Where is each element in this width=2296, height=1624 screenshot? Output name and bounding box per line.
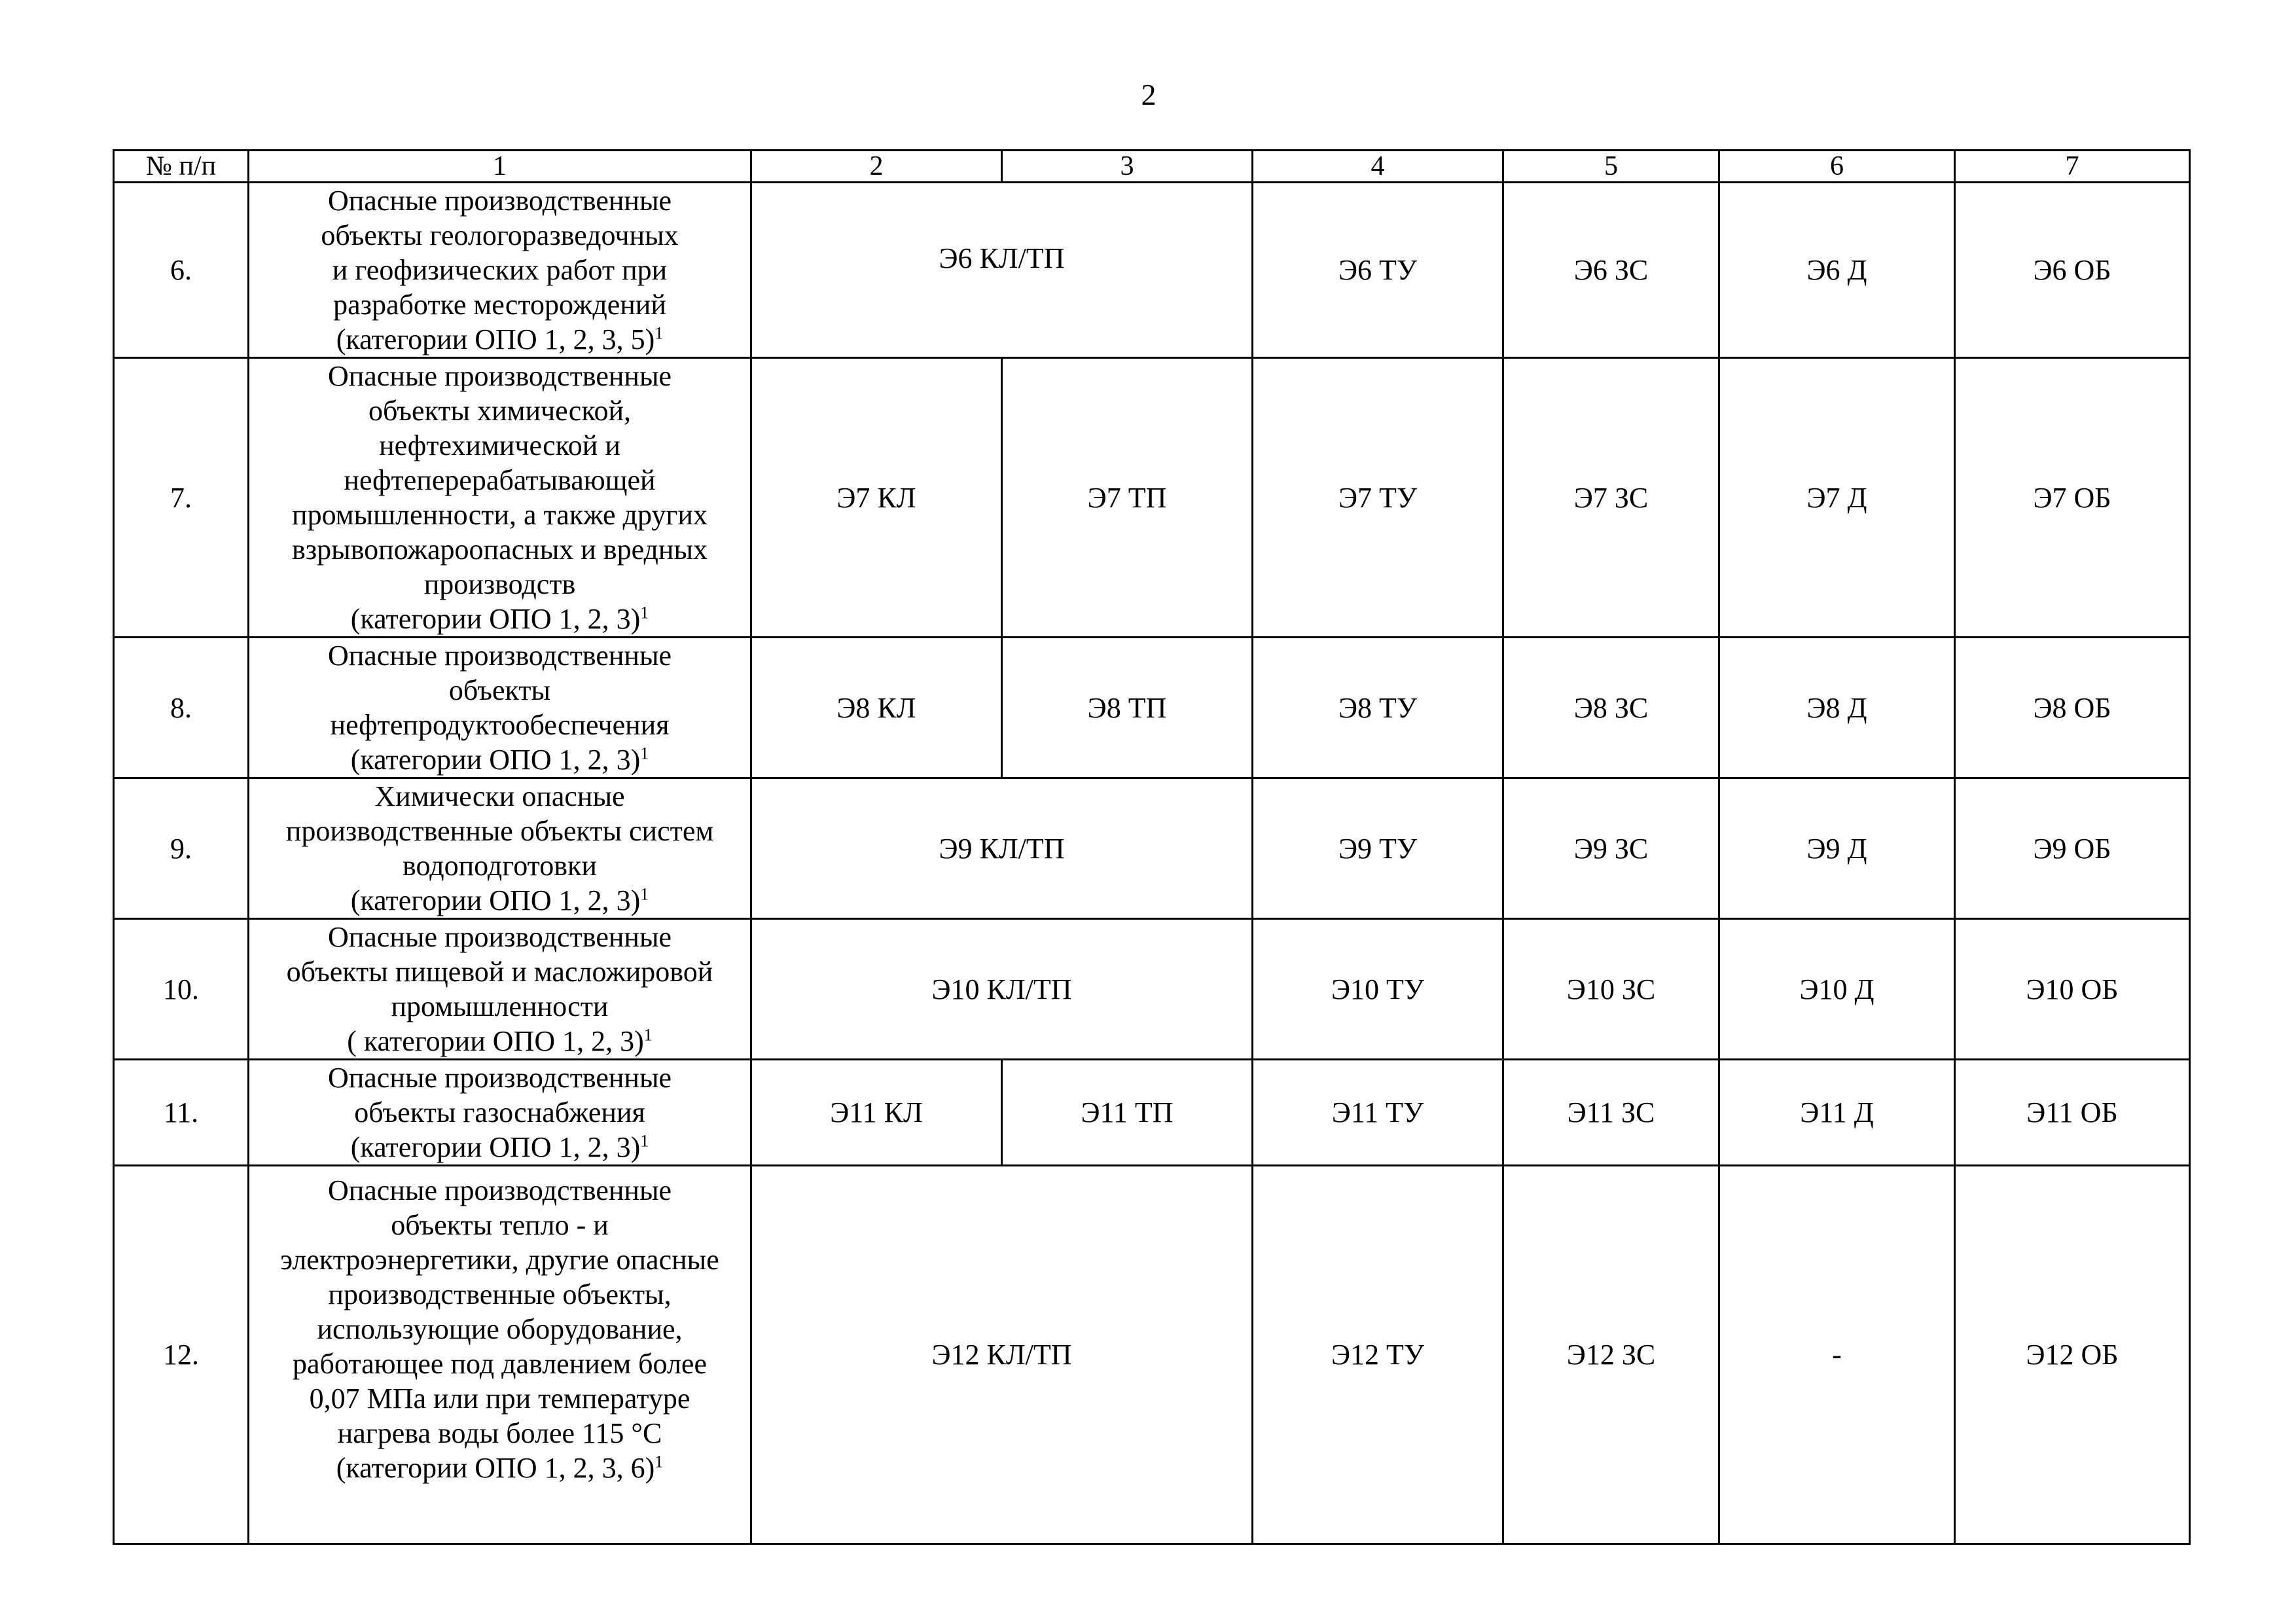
object-description xyxy=(249,183,751,358)
category-line xyxy=(256,1024,744,1058)
object-description xyxy=(249,919,751,1060)
code-kl-tp: Э10 КЛ/ТП xyxy=(751,919,1253,1060)
description-line: объекты газоснабжения xyxy=(354,1096,645,1128)
page-number: 2 xyxy=(1141,78,1157,111)
description-line: объекты химической, xyxy=(368,395,632,427)
footnote-mark: 1 xyxy=(640,744,649,763)
category-text: (категории ОПО 1, 2, 3) xyxy=(350,744,641,776)
table-row xyxy=(114,919,2190,1060)
description-line: Опасные производственные xyxy=(327,640,672,672)
table-row xyxy=(114,358,2190,638)
row-number: 9. xyxy=(114,778,249,919)
code-tu: Э7 ТУ xyxy=(1253,358,1503,638)
header-col-3: 3 xyxy=(1002,151,1253,183)
description-line: нагрева воды более 115 °С xyxy=(337,1417,662,1449)
category-line xyxy=(256,1451,744,1485)
header-num: № п/п xyxy=(114,151,249,183)
category-text: ( категории ОПО 1, 2, 3) xyxy=(347,1025,644,1057)
code-tp: Э7 ТП xyxy=(1002,358,1253,638)
object-description xyxy=(249,778,751,919)
code-zs: Э8 ЗС xyxy=(1503,638,1719,778)
code-tu: Э12 ТУ xyxy=(1253,1166,1503,1544)
footnote-mark: 1 xyxy=(640,603,649,623)
row-number: 6. xyxy=(114,183,249,358)
code-zs: Э9 ЗС xyxy=(1503,778,1719,919)
footnote-mark: 1 xyxy=(655,1452,664,1471)
description-line: Опасные производственные xyxy=(327,185,672,217)
category-line xyxy=(256,742,744,777)
header-col-7: 7 xyxy=(1955,151,2190,183)
code-ob: Э11 ОБ xyxy=(1955,1060,2190,1166)
category-text: (категории ОПО 1, 2, 3, 5) xyxy=(336,323,655,355)
code-d: Э7 Д xyxy=(1719,358,1955,638)
description-line: нефтеперерабатывающей xyxy=(344,464,656,496)
category-text: (категории ОПО 1, 2, 3) xyxy=(350,603,641,635)
description-line: разработке месторождений xyxy=(333,289,666,321)
table-row xyxy=(114,183,2190,358)
category-text: (категории ОПО 1, 2, 3) xyxy=(350,1131,641,1163)
code-d: Э6 Д xyxy=(1719,183,1955,358)
code-ob: Э6 ОБ xyxy=(1955,183,2190,358)
code-ob: Э9 ОБ xyxy=(1955,778,2190,919)
code-d: Э9 Д xyxy=(1719,778,1955,919)
row-number: 10. xyxy=(114,919,249,1060)
code-zs: Э10 ЗС xyxy=(1503,919,1719,1060)
object-description xyxy=(249,1060,751,1166)
description-line: Опасные производственные xyxy=(327,360,672,392)
header-col-6: 6 xyxy=(1719,151,1955,183)
code-ob: Э8 ОБ xyxy=(1955,638,2190,778)
description-line: Опасные производственные xyxy=(327,1174,672,1206)
description-line: объекты xyxy=(448,674,551,706)
description-line: промышленности, а также других xyxy=(292,499,708,531)
table-row xyxy=(114,1060,2190,1166)
code-zs: Э7 ЗС xyxy=(1503,358,1719,638)
code-d: - xyxy=(1719,1166,1955,1544)
code-tu: Э11 ТУ xyxy=(1253,1060,1503,1166)
row-number: 12. xyxy=(114,1166,249,1544)
classification-table xyxy=(113,149,2191,1545)
description-line: Химически опасные xyxy=(374,780,625,812)
code-tu: Э9 ТУ xyxy=(1253,778,1503,919)
table-row xyxy=(114,1166,2190,1544)
header-col-2: 2 xyxy=(751,151,1002,183)
description-line: нефтепродуктообеспечения xyxy=(330,709,670,741)
description-line: производственные объекты систем xyxy=(285,815,714,847)
code-kl: Э7 КЛ xyxy=(751,358,1002,638)
category-line xyxy=(256,602,744,636)
description-line: объекты геологоразведочных xyxy=(321,219,679,251)
description-line: использующие оборудование, xyxy=(317,1313,683,1345)
description-line: производств xyxy=(423,568,576,600)
category-line xyxy=(256,883,744,918)
row-number: 8. xyxy=(114,638,249,778)
code-zs: Э11 ЗС xyxy=(1503,1060,1719,1166)
description-line: промышленности xyxy=(391,990,609,1022)
description-line: взрывопожароопасных и вредных xyxy=(291,533,708,566)
header-row xyxy=(114,151,2190,183)
table-row xyxy=(114,638,2190,778)
description-line: и геофизических работ при xyxy=(332,254,668,286)
description-line: Опасные производственные xyxy=(327,1062,672,1094)
code-ob: Э12 ОБ xyxy=(1955,1166,2190,1544)
code-tu: Э6 ТУ xyxy=(1253,183,1503,358)
description-line: объекты пищевой и масложировой xyxy=(286,956,713,988)
footnote-mark: 1 xyxy=(640,884,649,904)
code-d: Э10 Д xyxy=(1719,919,1955,1060)
code-tp: Э8 ТП xyxy=(1002,638,1253,778)
description-line: работающее под давлением более xyxy=(293,1348,707,1380)
code-zs: Э12 ЗС xyxy=(1503,1166,1719,1544)
header-col-4: 4 xyxy=(1253,151,1503,183)
object-description xyxy=(249,638,751,778)
category-line xyxy=(256,1130,744,1164)
header-col-5: 5 xyxy=(1503,151,1719,183)
code-tu: Э10 ТУ xyxy=(1253,919,1503,1060)
header-col-1: 1 xyxy=(249,151,751,183)
code-d: Э11 Д xyxy=(1719,1060,1955,1166)
code-kl-tp: Э6 КЛ/ТП xyxy=(751,183,1253,358)
description-line: Опасные производственные xyxy=(327,921,672,953)
code-ob: Э7 ОБ xyxy=(1955,358,2190,638)
code-zs: Э6 ЗС xyxy=(1503,183,1719,358)
object-description xyxy=(249,1166,751,1544)
description-line: объекты тепло - и xyxy=(391,1209,609,1241)
code-kl-tp: Э9 КЛ/ТП xyxy=(751,778,1253,919)
category-text: (категории ОПО 1, 2, 3, 6) xyxy=(336,1452,655,1484)
footnote-mark: 1 xyxy=(655,323,664,343)
code-tp: Э11 ТП xyxy=(1002,1060,1253,1166)
code-d: Э8 Д xyxy=(1719,638,1955,778)
description-line: нефтехимической и xyxy=(379,429,620,461)
description-line: производственные объекты, xyxy=(328,1278,672,1310)
description-line: водоподготовки xyxy=(403,850,597,882)
code-kl-tp: Э12 КЛ/ТП xyxy=(751,1166,1253,1544)
footnote-mark: 1 xyxy=(640,1131,649,1151)
category-text: (категории ОПО 1, 2, 3) xyxy=(350,884,641,916)
table-row xyxy=(114,778,2190,919)
object-description xyxy=(249,358,751,638)
category-line xyxy=(256,322,744,357)
row-number: 11. xyxy=(114,1060,249,1166)
row-number: 7. xyxy=(114,358,249,638)
code-kl: Э8 КЛ xyxy=(751,638,1002,778)
description-line: 0,07 МПа или при температуре xyxy=(309,1382,691,1415)
description-line: электроэнергетики, другие опасные xyxy=(280,1244,719,1276)
code-tu: Э8 ТУ xyxy=(1253,638,1503,778)
code-kl: Э11 КЛ xyxy=(751,1060,1002,1166)
footnote-mark: 1 xyxy=(643,1025,653,1045)
code-ob: Э10 ОБ xyxy=(1955,919,2190,1060)
